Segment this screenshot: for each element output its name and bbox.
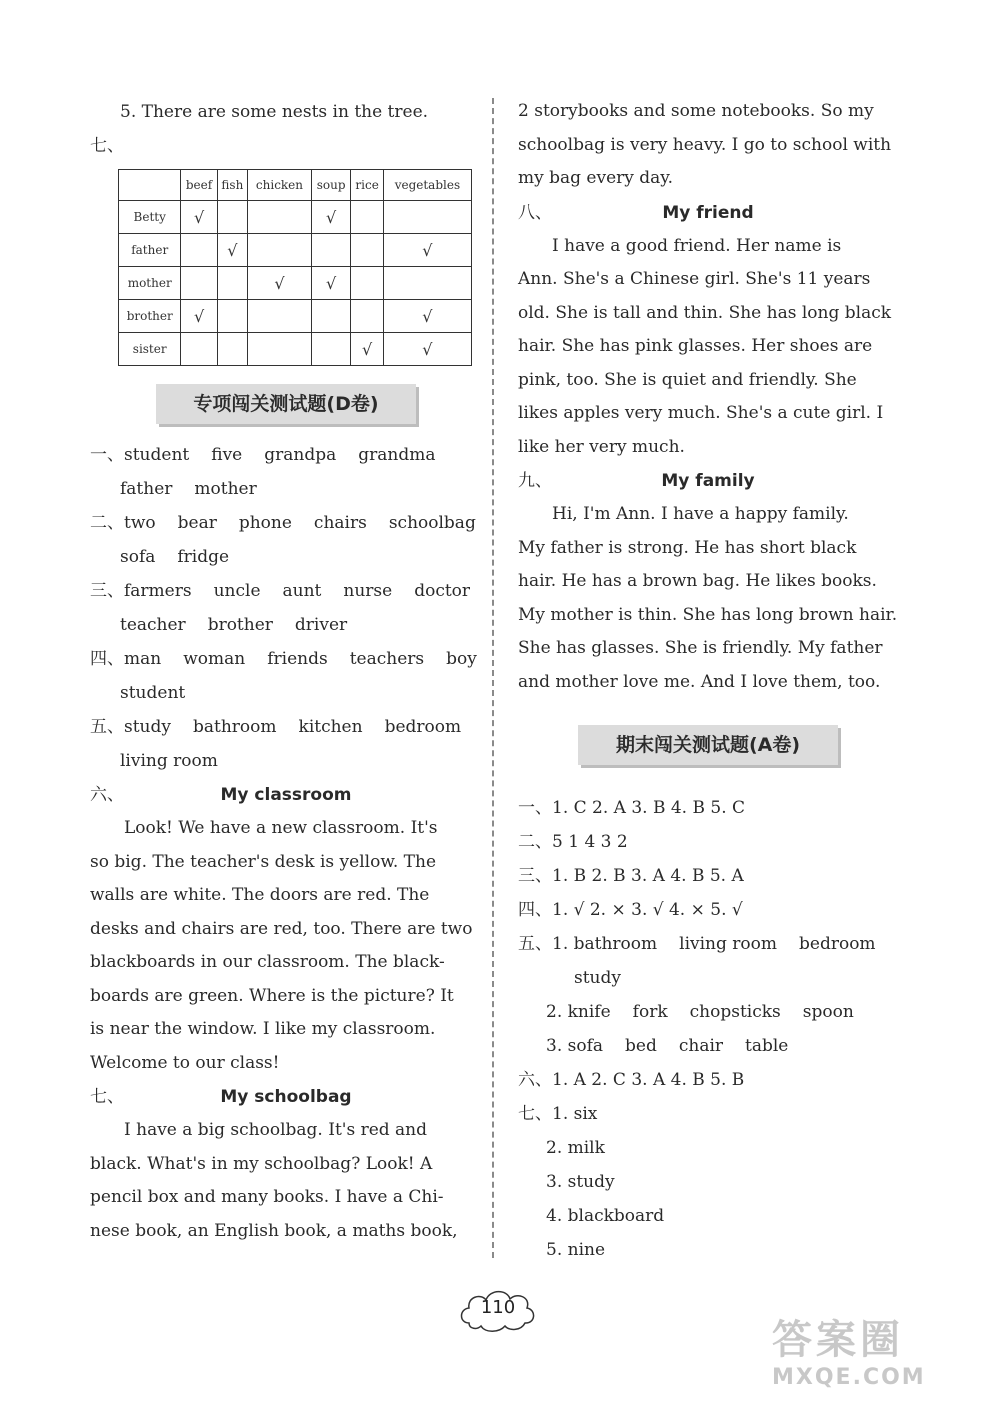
essay-line: My mother is thin. She has long brown hair. — [518, 604, 898, 625]
table-cell — [248, 300, 312, 333]
table-cell — [181, 333, 217, 366]
word: grandpa — [264, 445, 337, 465]
table-cell — [248, 333, 312, 366]
item-number: 三、 — [90, 581, 124, 601]
section-badge-a: 期末闯关测试题(A卷) — [578, 725, 838, 765]
word: woman — [183, 649, 246, 669]
answer-item-cont — [518, 995, 898, 1029]
essay-line: my bag every day. — [518, 168, 674, 188]
word: schoolbag — [388, 513, 476, 533]
table-row — [119, 267, 472, 300]
word: chair — [678, 1036, 724, 1056]
answer-item — [90, 710, 482, 744]
essay-line: pencil box and many books. I have a Chi- — [90, 1187, 444, 1207]
answer-item-cont — [90, 676, 482, 710]
table-cell: √ — [311, 201, 351, 234]
table-cell: √ — [351, 333, 383, 366]
table-cell — [181, 234, 217, 267]
answer-line: 三、1. B 2. B 3. A 4. B 5. A — [518, 866, 744, 886]
essay-line: schoolbag is very heavy. I go to school with — [518, 134, 892, 155]
table-header-row — [119, 170, 472, 201]
essay-schoolbag-cont — [518, 95, 898, 196]
page-number: 110 — [480, 1297, 516, 1318]
word: man — [124, 649, 162, 669]
word: five — [211, 445, 243, 465]
answer-item-cont — [90, 472, 482, 506]
essay-heading-classroom — [90, 778, 482, 812]
essay-line: Ann. She's a Chinese girl. She's 11 years — [518, 269, 871, 289]
table-row — [119, 333, 472, 366]
row-name: sister — [119, 333, 181, 366]
watermark — [772, 1308, 972, 1398]
word: friends — [267, 649, 328, 669]
table-cell: √ — [181, 300, 217, 333]
table-row — [119, 234, 472, 267]
item-number: 五、 — [90, 717, 124, 737]
answer-item-cont: 4. blackboard — [546, 1206, 665, 1226]
page-number-badge — [455, 1283, 541, 1339]
row-name: Betty — [119, 201, 181, 234]
answer-item-cont: 3. study — [546, 1172, 615, 1192]
answer-item-cont: 2. milk — [546, 1138, 605, 1158]
table-header: beef — [181, 170, 217, 201]
essay-line: I have a good friend. Her name is — [552, 235, 842, 256]
essay-line: hair. She has pink glasses. Her shoes are — [518, 336, 873, 356]
answer-item — [90, 642, 482, 676]
essay-heading-schoolbag — [90, 1080, 482, 1114]
table-cell — [351, 300, 383, 333]
essay-line: is near the window. I like my classroom. — [90, 1019, 436, 1039]
word: 2. knife — [546, 1002, 611, 1022]
table-cell — [181, 267, 217, 300]
word: teacher — [120, 615, 186, 635]
table-header: soup — [311, 170, 351, 201]
table-cell — [311, 333, 351, 366]
word: bathroom — [193, 717, 277, 737]
word: spoon — [802, 1002, 854, 1022]
food-table — [118, 169, 472, 366]
table-cell — [311, 234, 351, 267]
table-cell — [217, 300, 247, 333]
right-column — [518, 95, 898, 1267]
essay-heading-friend — [518, 196, 898, 230]
word: phone — [238, 513, 292, 533]
left-column — [90, 95, 482, 1248]
table-cell — [351, 201, 383, 234]
word: bed — [625, 1036, 657, 1056]
table-header — [119, 170, 181, 201]
essay-line: black. What's in my schoolbag? Look! A — [90, 1153, 433, 1174]
item-number: 二、 — [90, 513, 124, 533]
essay-line: I have a big schoolbag. It's red and — [124, 1120, 428, 1140]
table-cell — [217, 201, 247, 234]
answer-line: 一、1. C 2. A 3. B 4. B 5. C — [518, 798, 746, 818]
essay-friend — [518, 230, 898, 465]
table-cell: √ — [248, 267, 312, 300]
answer-item — [518, 1097, 898, 1131]
table-header: fish — [217, 170, 247, 201]
essay-title: My schoolbag — [220, 1087, 352, 1107]
essay-line: nese book, an English book, a maths book, — [90, 1220, 458, 1241]
answer-line: 六、1. A 2. C 3. A 4. B 5. B — [518, 1070, 745, 1090]
item-number: 七、 — [518, 1104, 552, 1124]
table-header: vegetables — [383, 170, 471, 201]
answer-line: 二、5 1 4 3 2 — [518, 832, 628, 852]
answer-item-cont — [90, 744, 482, 778]
section-label-7: 七、 — [90, 136, 124, 156]
answer-line: 四、1. √ 2. × 3. √ 4. × 5. √ — [518, 900, 743, 920]
essay-line: and mother love me. And I love them, too. — [518, 671, 881, 692]
word: 1. bathroom — [552, 934, 658, 954]
section-label-8: 八、 — [518, 202, 552, 223]
answer-item-cont: study — [574, 968, 621, 988]
answer-item-cont — [518, 1029, 898, 1063]
item-number: 四、 — [90, 649, 124, 669]
word: grandma — [358, 445, 436, 465]
word: fridge — [177, 547, 230, 567]
word-answers — [90, 438, 482, 778]
word: sofa — [120, 547, 156, 567]
essay-classroom — [90, 812, 482, 1080]
word: aunt — [282, 581, 322, 601]
essay-line: so big. The teacher's desk is yellow. The — [90, 851, 437, 872]
table-cell — [383, 267, 471, 300]
watermark-logo: 答案圈 — [772, 1317, 904, 1363]
essay-family — [518, 498, 898, 699]
item-number: 一、 — [90, 445, 124, 465]
word: fork — [632, 1002, 668, 1022]
table-cell: √ — [217, 234, 247, 267]
section-badge-d: 专项闯关测试题(D卷) — [156, 384, 416, 424]
answer-item — [518, 927, 898, 961]
word: study — [124, 717, 171, 737]
word: teachers — [349, 649, 425, 669]
table-cell — [248, 201, 312, 234]
essay-line: old. She is tall and thin. She has long black — [518, 302, 892, 323]
watermark-url: MXQE.COM — [772, 1365, 926, 1390]
word: father — [120, 479, 173, 499]
table-cell: √ — [311, 267, 351, 300]
word: living room — [679, 934, 778, 954]
essay-line: desks and chairs are red, too. There are two — [90, 918, 473, 939]
table-cell — [383, 201, 471, 234]
answer-line: 5. There are some nests in the tree. — [120, 102, 429, 122]
essay-line: 2 storybooks and some notebooks. So my — [518, 101, 874, 121]
table-cell — [217, 333, 247, 366]
table-cell: √ — [383, 333, 471, 366]
answer-item-cont: 5. nine — [546, 1240, 606, 1260]
row-name: father — [119, 234, 181, 267]
essay-line: Welcome to our class! — [90, 1052, 280, 1073]
row-name: brother — [119, 300, 181, 333]
word: bedroom — [799, 934, 876, 954]
essay-line: blackboards in our classroom. The black- — [90, 952, 445, 972]
section-label-6: 六、 — [90, 785, 124, 805]
word: two — [124, 513, 156, 533]
word: bear — [177, 513, 217, 533]
word: chopsticks — [689, 1002, 781, 1022]
word: driver — [294, 615, 348, 635]
row-name: mother — [119, 267, 181, 300]
word: chairs — [313, 513, 367, 533]
essay-line: She has glasses. She is friendly. My father — [518, 638, 883, 658]
essay-heading-family — [518, 464, 898, 498]
essay-title: My classroom — [220, 785, 352, 805]
table-cell — [248, 234, 312, 267]
table-cell — [351, 234, 383, 267]
table-cell — [217, 267, 247, 300]
item-number: 五、 — [518, 934, 552, 954]
essay-line: pink, too. She is quiet and friendly. She — [518, 369, 857, 390]
answer-item-cont — [90, 540, 482, 574]
essay-line: My father is strong. He has short black — [518, 537, 857, 558]
word: student — [120, 683, 186, 703]
table-row — [119, 300, 472, 333]
word: 3. sofa — [546, 1036, 604, 1056]
word: 1. six — [552, 1104, 598, 1124]
word: living room — [120, 751, 218, 771]
word: bedroom — [384, 717, 462, 737]
section-label-9: 九、 — [518, 471, 552, 491]
word: nurse — [343, 581, 393, 601]
table-header: chicken — [248, 170, 312, 201]
table-cell — [311, 300, 351, 333]
word: uncle — [213, 581, 261, 601]
word: brother — [207, 615, 273, 635]
table-cell: √ — [383, 300, 471, 333]
essay-title: My family — [661, 471, 755, 491]
essay-line: likes apples very much. She's a cute girl. I — [518, 403, 884, 423]
column-divider — [492, 98, 494, 1258]
word: table — [745, 1036, 789, 1056]
essay-title: My friend — [662, 202, 754, 223]
table-cell: √ — [181, 201, 217, 234]
essay-line: Look! We have a new classroom. It's — [124, 818, 438, 838]
essay-line: boards are green. Where is the picture? It — [90, 985, 454, 1006]
table-row — [119, 201, 472, 234]
table-cell: √ — [383, 234, 471, 267]
answer-item-cont — [90, 608, 482, 642]
word: mother — [194, 479, 257, 499]
word: farmers — [124, 581, 192, 601]
essay-schoolbag — [90, 1114, 482, 1248]
table-cell — [351, 267, 383, 300]
word: boy — [446, 649, 477, 669]
answer-item — [90, 574, 482, 608]
word: doctor — [414, 581, 471, 601]
essay-line: hair. He has a brown bag. He likes books. — [518, 571, 877, 591]
answer-item — [90, 506, 482, 540]
essay-line: like her very much. — [518, 436, 685, 457]
answer-item — [90, 438, 482, 472]
essay-line: walls are white. The doors are red. The — [90, 885, 430, 905]
section-label-7b: 七、 — [90, 1087, 124, 1107]
essay-line: Hi, I'm Ann. I have a happy family. — [552, 504, 849, 524]
word: kitchen — [298, 717, 363, 737]
table-header: rice — [351, 170, 383, 201]
word: student — [124, 445, 190, 465]
